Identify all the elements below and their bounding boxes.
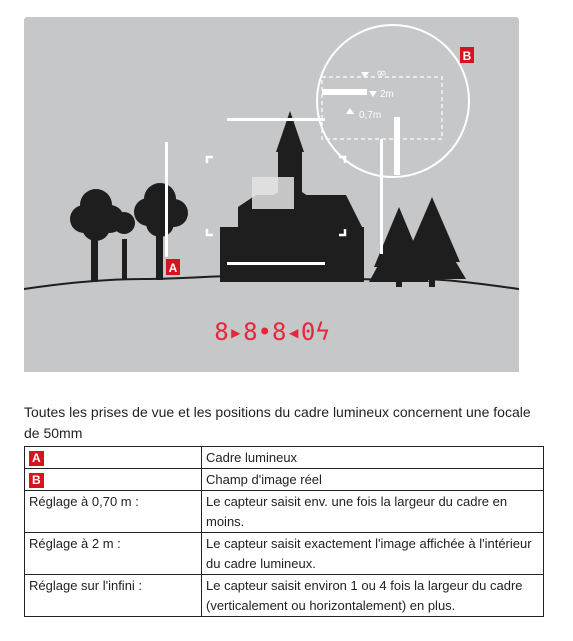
legend-description: Le capteur saisit env. une fois la largeur du cadre en moins.: [202, 491, 544, 533]
legend-row: [25, 575, 544, 617]
figure-caption: Toutes les prises de vue et les positions du cadre lumineux concernent une focale de 50mm: [24, 404, 531, 441]
led-display-readout: 8▸8•8◂0ϟ: [214, 318, 330, 346]
legend-description: Cadre lumineux: [202, 447, 544, 469]
legend-term-cell: [25, 533, 202, 575]
legend-term: Réglage sur l'infini :: [29, 578, 143, 593]
legend-term-cell: [25, 491, 202, 533]
legend-row: [25, 533, 544, 575]
legend-description: Champ d'image réel: [202, 469, 544, 491]
legend-term: Réglage à 0,70 m :: [29, 494, 139, 509]
label-a-text: A: [168, 261, 178, 275]
legend-term-cell: [25, 575, 202, 617]
viewfinder-svg: [24, 17, 519, 372]
viewfinder-illustration: [24, 17, 519, 372]
label-b-text: B: [462, 49, 472, 63]
legend-description: Le capteur saisit environ 1 ou 4 fois la largeur du cadre (verticalement ou horizontalement) en plus.: [202, 575, 544, 617]
field-of-view-circle: [317, 25, 469, 177]
legend-table: [24, 446, 544, 617]
legend-row: [25, 469, 544, 491]
legend-term-badge: B: [29, 473, 44, 488]
legend-term-cell: [25, 447, 202, 469]
infinity-label: ∞: [376, 66, 387, 81]
legend-table-body: [25, 447, 544, 617]
two-meter-label: 2m: [380, 89, 394, 100]
legend-description: Le capteur saisit exactement l'image affichée à l'intérieur du cadre lumineux.: [202, 533, 544, 575]
legend-row: [25, 491, 544, 533]
legend-term-cell: [25, 469, 202, 491]
frame-line-07m-right: [394, 117, 400, 175]
legend-row: [25, 447, 544, 469]
focus-patch: [252, 177, 294, 209]
legend-term-badge: A: [29, 451, 44, 466]
legend-term: Réglage à 2 m :: [29, 536, 121, 551]
zero-seven-meter-label: 0,7m: [359, 110, 382, 121]
frame-line-2m-top: [322, 89, 367, 95]
